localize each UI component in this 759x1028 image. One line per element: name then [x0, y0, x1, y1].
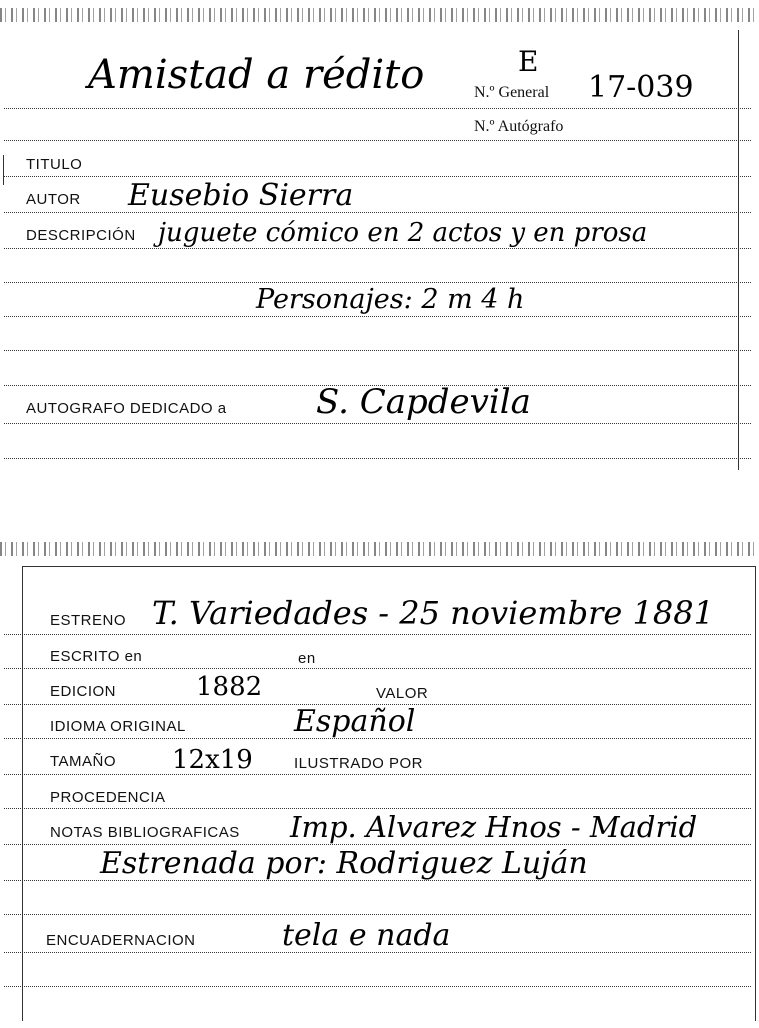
rule-b5 — [4, 774, 751, 775]
personajes-value: Personajes: 2 m 4 h — [256, 284, 525, 315]
ilustrado-label: ILUSTRADO POR — [294, 755, 424, 772]
valor-label: VALOR — [376, 685, 429, 702]
rule-2 — [4, 140, 751, 141]
rule-10 — [4, 423, 751, 424]
rule-1 — [4, 108, 751, 109]
procedencia-label: PROCEDENCIA — [50, 789, 166, 806]
rule-6 — [4, 282, 751, 283]
rule-b4 — [4, 738, 751, 739]
title-handwritten: Amistad a rédito — [88, 52, 425, 98]
rule-3 — [4, 176, 751, 177]
scan-speckle-bottom — [0, 542, 759, 556]
rule-11 — [4, 458, 751, 459]
notas-label: NOTAS BIBLIOGRAFICAS — [50, 824, 240, 841]
scan-speckle-top — [0, 8, 759, 22]
encuadernacion-label: ENCUADERNACION — [46, 932, 196, 949]
rule-b9 — [4, 914, 751, 915]
rule-5 — [4, 248, 751, 249]
escrito-label: ESCRITO en — [50, 648, 143, 665]
edicion-value: 1882 — [196, 672, 263, 702]
general-number-label: N.º General — [474, 84, 550, 101]
rule-b7 — [4, 844, 751, 845]
estreno-value: T. Variedades - 25 noviembre 1881 — [152, 594, 714, 632]
idioma-label: IDIOMA ORIGINAL — [50, 718, 186, 735]
edicion-label: EDICION — [50, 683, 117, 700]
card-right-edge — [738, 30, 739, 470]
general-number-value: 17-039 — [588, 70, 694, 105]
rule-b1 — [4, 634, 751, 635]
autor-label: AUTOR — [26, 191, 81, 208]
notas-value-line2: Estrenada por: Rodriguez Luján — [100, 846, 588, 881]
tamano-label: TAMAÑO — [50, 753, 117, 770]
descripcion-label: DESCRIPCIÓN — [26, 227, 136, 244]
dedicado-value: S. Capdevila — [316, 382, 531, 422]
tamano-value: 12x19 — [172, 745, 253, 775]
general-letter: E — [518, 45, 539, 78]
card2-top-edge — [22, 566, 755, 567]
catalog-card-bottom — [0, 500, 759, 1028]
rule-7 — [4, 316, 751, 317]
notas-value: Imp. Alvarez Hnos - Madrid — [290, 810, 698, 844]
encuadernacion-value: tela e nada — [282, 918, 451, 953]
titulo-label: TITULO — [26, 156, 83, 173]
rule-b6 — [4, 808, 751, 809]
catalog-card-top — [0, 0, 759, 490]
rule-b11 — [4, 986, 751, 987]
autografo-label: N.º Autógrafo — [474, 118, 564, 135]
autor-value: Eusebio Sierra — [128, 178, 354, 213]
rule-8 — [4, 350, 751, 351]
card-left-mark — [3, 155, 4, 185]
rule-b10 — [4, 952, 751, 953]
idioma-value: Español — [294, 704, 416, 739]
en-label: en — [298, 650, 316, 667]
dedicado-label: AUTOGRAFO DEDICADO a — [26, 400, 227, 417]
rule-4 — [4, 212, 751, 213]
rule-b2 — [4, 668, 751, 669]
rule-b8 — [4, 880, 751, 881]
card2-right-edge — [755, 566, 756, 1021]
estreno-label: ESTRENO — [50, 612, 127, 629]
descripcion-value: juguete cómico en 2 actos y en prosa — [158, 218, 648, 248]
